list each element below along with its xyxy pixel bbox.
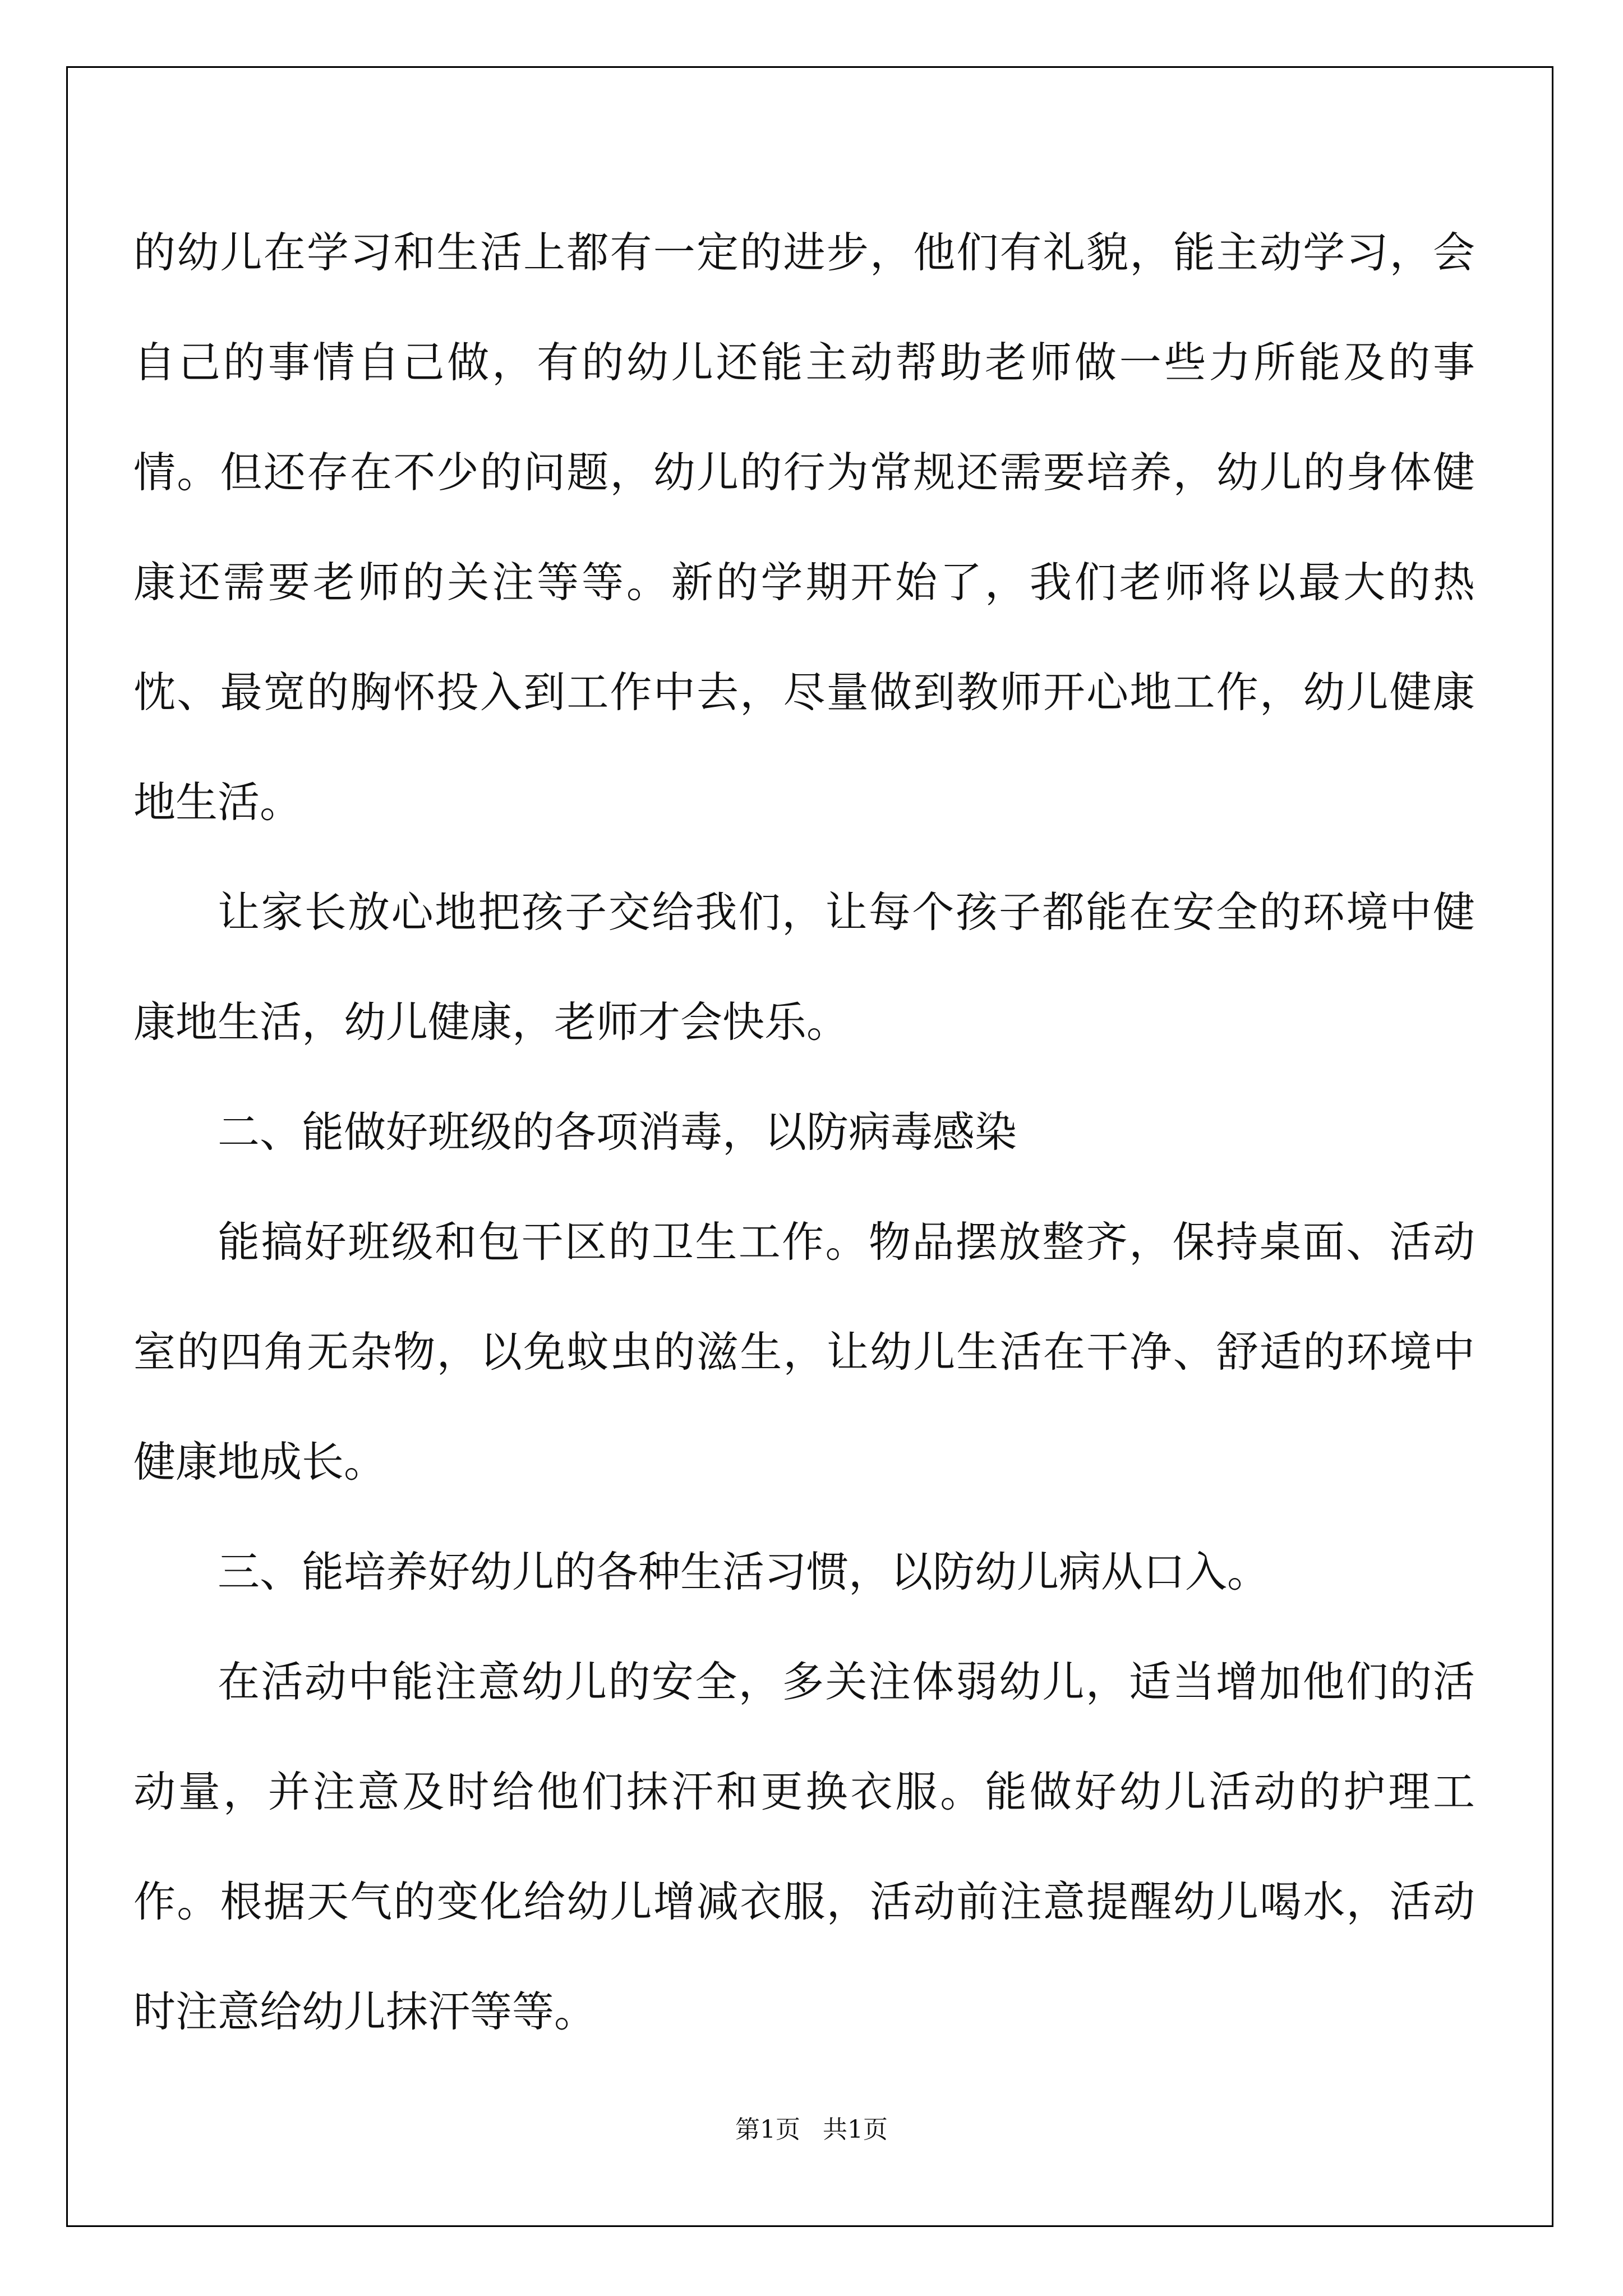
document-body: [133, 0, 1475, 2067]
paragraph: 的幼儿在学习和生活上都有一定的进步，他们有礼貌，能主动学习，会自己的事情自己做，有的幼儿还能主动帮助老师做一些力所能及的事情。但还存在不少的问题，幼儿的行为常规还需要培养，幼儿的身体健康还需要老师的关注等等。新的学期开始了，我们老师将以最大的热忱、最宽的胸怀投入到工作中去，尽量做到教师开心地工作，幼儿健康地生活。: [133, 228, 1475, 827]
section-heading: 三、能培养好幼儿的各种生活习惯，以防幼儿病从口入。: [218, 1547, 1270, 1596]
page-footer: [0, 2109, 1623, 2145]
paragraph: 能搞好班级和包干区的卫生工作。物品摆放整齐，保持桌面、活动室的四角无杂物，以免蚊虫的滋生，让幼儿生活在干净、舒适的环境中健康地成长。: [133, 1217, 1475, 1487]
page-total: 共1页: [823, 2115, 888, 2144]
paragraph: 让家长放心地把孩子交给我们，让每个孩子都能在安全的环境中健康地生活，幼儿健康，老师才会快乐。: [133, 887, 1475, 1047]
page-number: 第1页: [735, 2115, 800, 2144]
section-heading: 二、能做好班级的各项消毒，以防病毒感染: [218, 1107, 1017, 1157]
paragraph: 在活动中能注意幼儿的安全，多关注体弱幼儿，适当增加他们的活动量，并注意及时给他们抹汗和更换衣服。能做好幼儿活动的护理工作。根据天气的变化给幼儿增减衣服，活动前注意提醒幼儿喝水，活动时注意给幼儿抹汗等等。: [133, 1657, 1475, 2036]
